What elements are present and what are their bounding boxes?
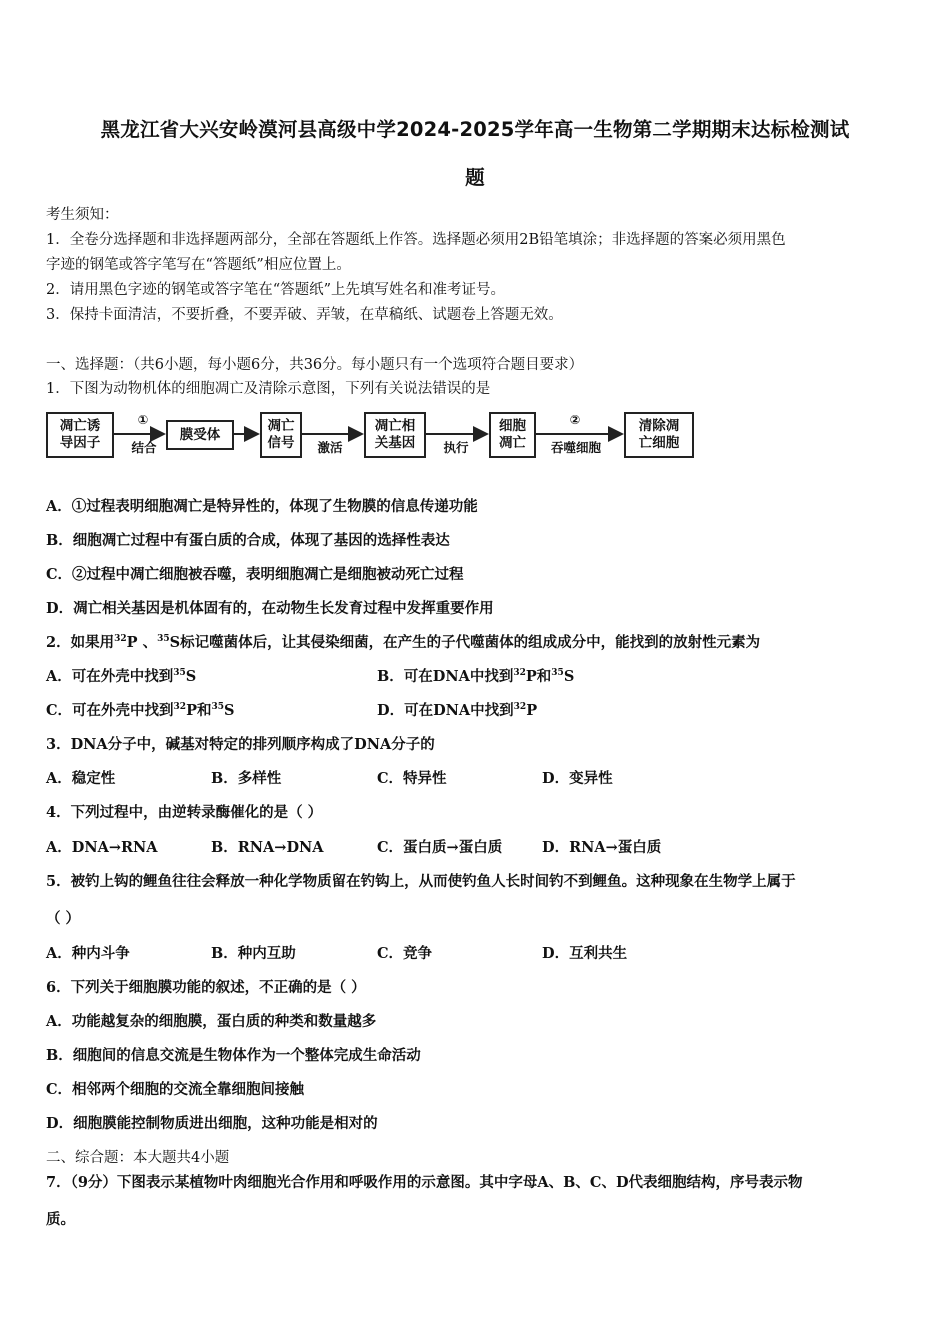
apoptosis-flow-diagram [46, 408, 696, 464]
page-title: 黑龙江省大兴安岭漠河县高级中学2024-2025学年高一生物第二学期期末达标检测试 [100, 118, 850, 141]
question-1-option-a: A．①过程表明细胞凋亡是特异性的，体现了生物膜的信息传递功能 [46, 498, 478, 515]
question-4-option-b: B．RNA→DNA [211, 839, 324, 856]
question-2-option-d: D．可在DNA中找到$^{32}$P [377, 702, 538, 719]
notice-item-2: 2．请用黑色字迹的钢笔或答字笔在“答题纸”上先填写姓名和准考证号。 [46, 282, 506, 298]
question-4-stem: 4．下列过程中，由逆转录酶催化的是（ ） [46, 804, 323, 821]
question-2-option-b: B．可在DNA中找到$^{32}$P和$^{35}$S [377, 668, 575, 685]
step-activate-label: 激活 [317, 440, 343, 455]
flow-box-inducer: 凋亡诱 导因子 [46, 412, 114, 458]
notice-heading: 考生须知： [46, 207, 119, 223]
notice-item-1: 1．全卷分选择题和非选择题两部分，全部在答题纸上作答。选择题必须用2B铅笔填涂；非选择题的答案必须用黑色 [46, 232, 786, 248]
question-3-option-c: C．特异性 [377, 770, 447, 787]
question-1-option-b: B．细胞凋亡过程中有蛋白质的合成，体现了基因的选择性表达 [46, 532, 450, 549]
question-5-stem: 5．被钓上钩的鲤鱼往往会释放一种化学物质留在钓钩上，从而使钓鱼人长时间钓不到鲤鱼。这种现象在生物学上属于 [46, 873, 796, 890]
question-5-option-c: C．竞争 [377, 945, 433, 962]
flow-box-genes: 凋亡相 关基因 [364, 412, 426, 458]
question-7-stem-cont: 质。 [46, 1211, 75, 1228]
question-4-option-d: D．RNA→蛋白质 [542, 839, 662, 856]
question-2-option-c: C．可在外壳中找到$^{32}$P和$^{35}$S [46, 702, 235, 719]
question-6-option-c: C．相邻两个细胞的交流全靠细胞间接触 [46, 1081, 305, 1098]
question-3-option-b: B．多样性 [211, 770, 282, 787]
question-5-option-d: D．互利共生 [542, 945, 628, 962]
question-1-option-c: C．②过程中凋亡细胞被吞噬，表明细胞凋亡是细胞被动死亡过程 [46, 566, 464, 583]
page-title-continued: 题 [465, 166, 485, 189]
question-2-stem: 2．如果用$^{32}$P 、$^{35}$S标记噬菌体后，让其侵染细菌，在产生的子代噬菌体的组成成分中，能找到的放射性元素为 [46, 634, 761, 651]
question-4-option-c: C．蛋白质→蛋白质 [377, 839, 503, 856]
flow-box-clearance: 清除凋 亡细胞 [624, 412, 694, 458]
question-1-option-d: D．凋亡相关基因是机体固有的，在动物生长发育过程中发挥重要作用 [46, 600, 494, 617]
step-2-number: ② [569, 412, 581, 427]
question-6-stem: 6．下列关于细胞膜功能的叙述，不正确的是（ ） [46, 979, 366, 996]
notice-item-1-cont: 字迹的钢笔或答字笔写在“答题纸”相应位置上。 [46, 257, 351, 273]
step-2-label: 吞噬细胞 [550, 440, 601, 455]
question-3-option-d: D．变异性 [542, 770, 613, 787]
step-1-number: ① [137, 412, 149, 427]
question-6-option-b: B．细胞间的信息交流是生物体作为一个整体完成生命活动 [46, 1047, 421, 1064]
section-1-heading: 一、选择题：（共6小题，每小题6分，共36分。每小题只有一个选项符合题目要求） [46, 357, 584, 373]
question-6-option-d: D．细胞膜能控制物质进出细胞，这种功能是相对的 [46, 1115, 378, 1132]
question-5-stem-cont: （ ） [46, 910, 81, 927]
question-5-option-a: A．种内斗争 [46, 945, 130, 962]
step-execute-label: 执行 [443, 440, 469, 455]
flow-box-signal: 凋亡 信号 [260, 412, 302, 458]
question-6-option-a: A．功能越复杂的细胞膜，蛋白质的种类和数量越多 [46, 1013, 377, 1030]
notice-item-3: 3．保持卡面清洁，不要折叠，不要弄破、弄皱，在草稿纸、试题卷上答题无效。 [46, 307, 563, 323]
question-5-option-b: B．种内互助 [211, 945, 296, 962]
flow-box-apoptosis: 细胞 凋亡 [489, 412, 536, 458]
section-2-heading: 二、综合题：本大题共4小题 [46, 1150, 230, 1166]
question-7-stem: 7．（9分）下图表示某植物叶肉细胞光合作用和呼吸作用的示意图。其中字母A、B、C、D代表细胞结构，序号表示物 [46, 1174, 803, 1191]
question-3-option-a: A．稳定性 [46, 770, 116, 787]
question-2-option-a: A．可在外壳中找到$^{35}$S [46, 668, 197, 685]
flow-box-receptor: 膜受体 [166, 420, 234, 450]
step-1-label: 结合 [131, 440, 157, 455]
question-1-stem: 1．下图为动物机体的细胞凋亡及清除示意图，下列有关说法错误的是 [46, 381, 491, 397]
question-3-stem: 3．DNA分子中，碱基对特定的排列顺序构成了DNA分子的 [46, 736, 435, 753]
question-4-option-a: A．DNA→RNA [46, 839, 158, 856]
